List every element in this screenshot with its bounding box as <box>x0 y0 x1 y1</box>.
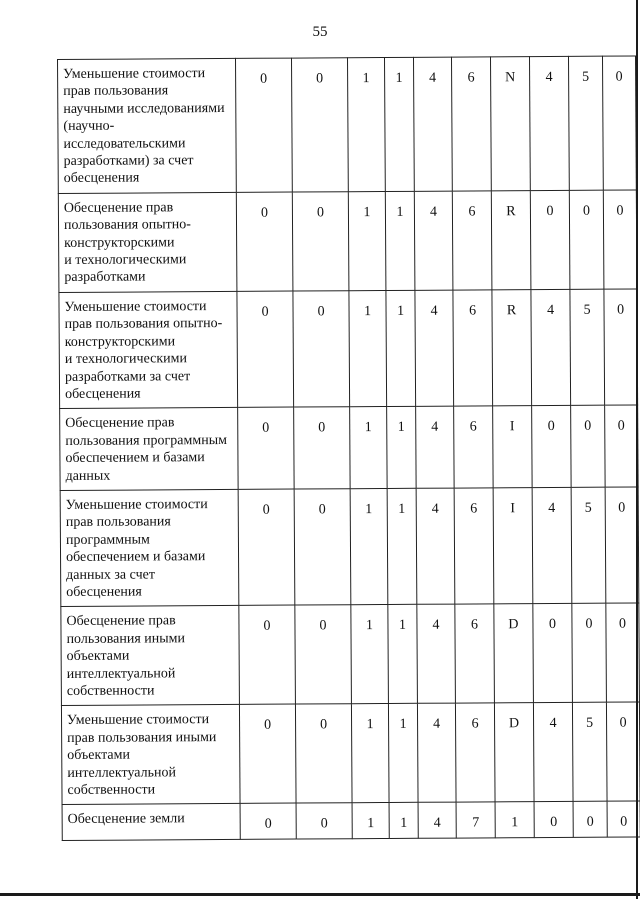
row-name-line: пользования программным <box>65 432 228 449</box>
row-name-line: собственности <box>66 683 155 699</box>
code-digit-cell: I <box>493 406 532 488</box>
row-name-line: пользования иными <box>66 631 186 647</box>
code-digit-cell: 1 <box>347 57 385 191</box>
table-row <box>61 603 640 706</box>
code-digit-cell: 0 <box>236 192 293 291</box>
row-name-line: программным <box>65 532 150 548</box>
code-digit-cell: 0 <box>294 489 351 606</box>
row-name-line: прав пользования <box>65 514 171 531</box>
code-digit-cell: 1 <box>352 803 389 839</box>
code-digit-cell: 0 <box>605 405 638 487</box>
code-digit-cell: 1 <box>349 290 387 407</box>
code-digit-cell: 6 <box>451 57 491 191</box>
row-name-line: конструкторскими <box>64 333 176 350</box>
code-digit-cell: 1 <box>495 802 534 838</box>
table-row <box>59 289 638 409</box>
code-digit-cell: 4 <box>531 289 571 406</box>
row-name-line: пользования опытно- <box>63 217 191 234</box>
code-digit-cell: 0 <box>235 58 292 192</box>
code-digit-cell: D <box>494 604 534 703</box>
code-digit-cell: R <box>492 289 532 406</box>
code-digit-cell: 0 <box>291 58 348 192</box>
code-digit-cell: 0 <box>604 289 638 406</box>
row-name-line: Обесценение земли <box>67 811 185 828</box>
code-digit-cell: 1 <box>386 290 416 407</box>
row-name-cell <box>60 489 239 607</box>
code-digit-cell: 4 <box>413 57 452 191</box>
row-name-cell <box>62 804 240 840</box>
code-digit-cell: 0 <box>603 190 637 289</box>
row-name-line: и технологическими <box>64 351 188 368</box>
code-digit-cell: 6 <box>452 191 492 290</box>
code-digit-cell: 4 <box>414 191 453 290</box>
code-digit-cell: 1 <box>384 57 414 191</box>
code-digit-cell: 0 <box>602 56 636 190</box>
code-digit-cell: I <box>493 488 533 605</box>
row-name-cell <box>61 606 240 706</box>
code-digit-cell: 4 <box>415 290 454 407</box>
code-digit-cell: 0 <box>292 192 349 291</box>
row-name-line: прав пользования опытно- <box>64 316 223 333</box>
row-name-line: Уменьшение стоимости <box>64 298 207 315</box>
row-name-cell <box>61 705 240 805</box>
code-digit-cell: 4 <box>416 488 455 605</box>
row-name-line: (научно- <box>63 118 115 135</box>
code-digit-cell: N <box>490 57 530 191</box>
code-digit-cell: 0 <box>294 407 350 489</box>
code-digit-cell: 6 <box>454 488 494 605</box>
code-digit-cell: 0 <box>239 704 296 803</box>
page-number: 55 <box>312 24 328 40</box>
table-body <box>58 56 640 840</box>
row-name-line: Обесценение прав <box>66 613 176 630</box>
code-digit-cell: 1 <box>351 605 389 704</box>
table-row <box>58 190 637 293</box>
row-name-line: обеспечением и базами <box>66 549 206 566</box>
row-name-line: научными исследованиями <box>63 100 225 117</box>
code-digit-cell: 0 <box>295 605 352 704</box>
code-digit-cell: 6 <box>453 290 493 407</box>
scan-edge-right <box>636 0 638 899</box>
row-name-line: объектами <box>66 648 130 665</box>
table-row <box>62 801 640 840</box>
table-row <box>60 405 638 490</box>
code-digit-cell: R <box>491 190 531 289</box>
row-name-line: прав пользования иными <box>67 729 217 746</box>
code-digit-cell: 1 <box>387 488 417 605</box>
code-digit-cell: 6 <box>455 703 495 802</box>
code-digit-cell: 1 <box>350 407 387 489</box>
row-name-line: прав пользования <box>63 83 169 100</box>
row-name-line: исследовательскими <box>63 135 186 152</box>
code-digit-cell: 5 <box>572 703 607 802</box>
row-name-line: конструкторскими <box>64 234 175 251</box>
code-digit-cell: 0 <box>238 489 295 606</box>
code-digit-cell: 1 <box>389 803 418 839</box>
row-name-line: обесценения <box>65 386 141 402</box>
accounting-codes-table <box>57 55 640 840</box>
code-digit-cell: 1 <box>387 407 416 489</box>
code-digit-cell: 0 <box>572 604 607 703</box>
row-name-line: разработками) за счет <box>63 153 194 169</box>
code-digit-cell: 0 <box>237 291 294 408</box>
code-digit-cell: 0 <box>607 801 640 837</box>
row-name-cell <box>59 291 238 409</box>
row-name-line: Уменьшение стоимости <box>66 712 210 729</box>
code-digit-cell: 0 <box>569 190 604 289</box>
code-digit-cell: 0 <box>606 702 640 801</box>
code-digit-cell: 0 <box>293 291 350 408</box>
code-digit-cell: 0 <box>238 407 294 489</box>
row-name-line: разработками за счет <box>64 368 191 385</box>
code-digit-cell: 6 <box>455 604 495 703</box>
code-digit-cell: 4 <box>532 487 572 604</box>
code-digit-cell: 7 <box>456 802 495 838</box>
row-name-line: интеллектуальной <box>67 764 176 781</box>
code-digit-cell: 6 <box>454 406 493 488</box>
row-name-line: данных за счет <box>66 566 155 583</box>
code-digit-cell: 1 <box>348 191 386 290</box>
code-digit-cell: 0 <box>534 802 573 838</box>
table-row <box>60 487 639 607</box>
code-digit-cell: 0 <box>530 190 570 289</box>
row-name-cell <box>58 192 237 292</box>
code-digit-cell: 5 <box>571 487 606 604</box>
code-digit-cell: 0 <box>296 803 352 839</box>
row-name-line: обеспечением и базами <box>65 450 205 467</box>
code-digit-cell: 0 <box>532 406 571 488</box>
row-name-line: интеллектуальной <box>66 665 176 682</box>
code-digit-cell: 4 <box>416 406 454 488</box>
row-name-line: данных <box>65 468 111 484</box>
code-digit-cell: 4 <box>418 803 456 839</box>
code-digit-cell: 4 <box>417 604 456 703</box>
row-name-line: Обесценение прав <box>65 415 175 432</box>
row-name-line: Уменьшение стоимости <box>65 497 208 513</box>
code-digit-cell: 1 <box>388 605 418 704</box>
row-name-line: обесценения <box>63 170 140 187</box>
code-digit-cell: 0 <box>605 487 639 604</box>
code-digit-cell: 4 <box>529 56 569 190</box>
code-digit-cell: 4 <box>533 703 573 802</box>
code-digit-cell: D <box>494 703 534 802</box>
code-digit-cell: 4 <box>417 703 456 802</box>
code-digit-cell: 0 <box>573 802 607 838</box>
row-name-cell <box>60 408 238 491</box>
table-row <box>58 56 637 193</box>
row-name-line: Уменьшение стоимости <box>63 66 206 82</box>
code-digit-cell: 0 <box>606 603 640 702</box>
code-digit-cell: 1 <box>385 191 415 290</box>
row-name-line: собственности <box>67 782 156 798</box>
code-digit-cell: 5 <box>568 56 603 190</box>
code-digit-cell: 0 <box>533 604 573 703</box>
row-name-line: разработками <box>64 269 146 286</box>
row-name-line: Обесценение прав <box>63 200 174 216</box>
code-digit-cell: 1 <box>388 704 418 803</box>
row-name-line: объектами <box>67 747 131 764</box>
code-digit-cell: 0 <box>239 605 296 704</box>
code-digit-cell: 1 <box>350 488 388 605</box>
code-digit-cell: 5 <box>570 289 605 406</box>
row-name-line: и технологическими <box>64 252 187 269</box>
code-digit-cell: 1 <box>351 704 389 803</box>
row-name-line: обесценения <box>66 584 142 600</box>
code-digit-cell: 0 <box>240 803 296 839</box>
table-row <box>61 702 640 805</box>
row-name-cell <box>58 58 237 193</box>
scan-edge-bottom <box>0 893 640 896</box>
code-digit-cell: 0 <box>571 405 605 487</box>
code-digit-cell: 0 <box>295 704 352 803</box>
